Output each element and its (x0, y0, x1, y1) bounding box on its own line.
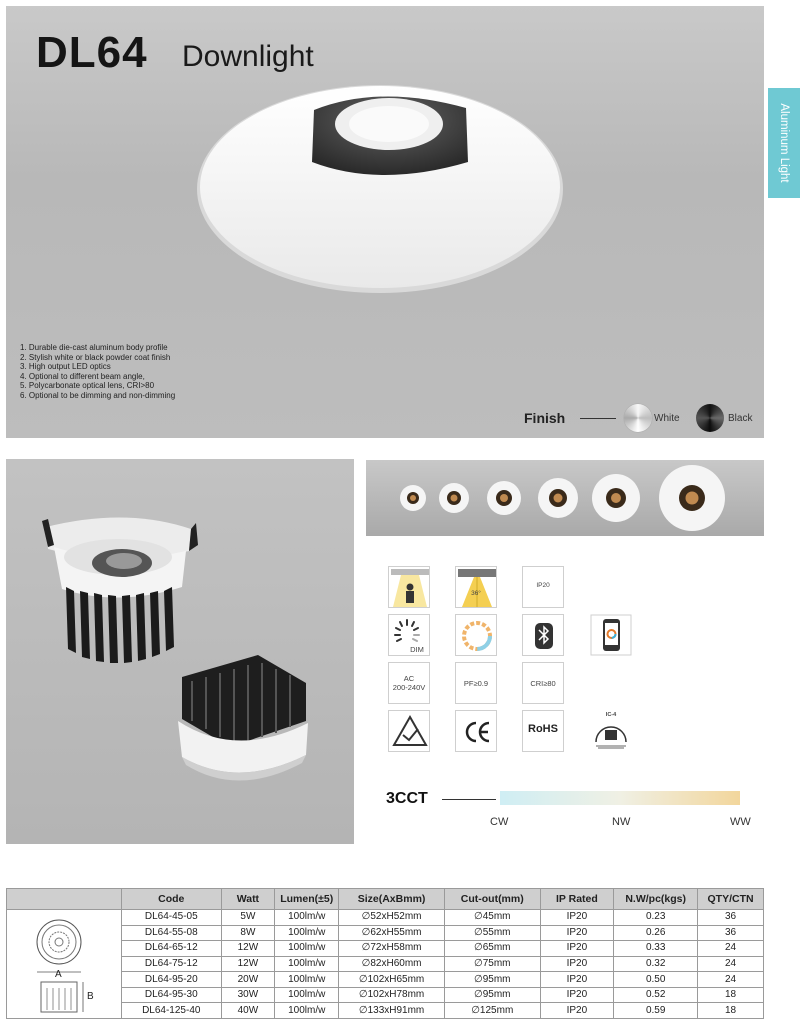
table-cell: ∅102xH78mm (339, 987, 445, 1003)
voltage-text: AC 200-240V (392, 674, 426, 692)
feature-item: 5. Polycarbonate optical lens, CRI>80 (20, 381, 155, 391)
cri-label: CRI≥80 (530, 679, 556, 688)
power-factor-icon (455, 662, 497, 704)
table-cell: 5W (221, 910, 275, 926)
table-header: Cut-out(mm) (444, 889, 540, 910)
indoor-application-icon (388, 566, 430, 608)
table-cell: IP20 (540, 925, 614, 941)
table-header: Code (122, 889, 222, 910)
table-cell: 100lm/w (275, 1003, 339, 1019)
table-cell: 12W (221, 941, 275, 957)
table-cell: 0.23 (614, 910, 698, 926)
table-cell: 24 (698, 956, 764, 972)
table-cell: IP20 (540, 1003, 614, 1019)
table-cell: DL64-95-30 (122, 987, 222, 1003)
table-row (7, 910, 764, 926)
table-cell: ∅133xH91mm (339, 1003, 445, 1019)
table-cell: ∅125mm (444, 1003, 540, 1019)
table-cell: ∅75mm (444, 956, 540, 972)
table-cell: 24 (698, 972, 764, 988)
power-factor-label: PF≥0.9 (463, 679, 489, 688)
table-cell: DL64-95-20 (122, 972, 222, 988)
insulation-contact-icon (590, 710, 632, 752)
table-header: Watt (221, 889, 275, 910)
rcm-mark-icon (388, 710, 430, 752)
table-cell: ∅52xH52mm (339, 910, 445, 926)
table-cell: 100lm/w (275, 925, 339, 941)
feature-item: 2. Stylish white or black powder coat finish (20, 352, 171, 362)
beam-angle-icon (455, 566, 497, 608)
smart-app-icon (590, 614, 632, 656)
cct-tick-ww: WW (730, 816, 751, 828)
table-header: IP Rated (540, 889, 614, 910)
category-tab-label: Aluminum Light (778, 103, 790, 183)
table-cell: DL64-65-12 (122, 941, 222, 957)
feature-item: 3. High output LED optics (20, 362, 111, 372)
table-cell: IP20 (540, 972, 614, 988)
insulation-contact-label: IC-4 (605, 712, 617, 718)
ip-rating-label: IP20 (536, 582, 550, 589)
table-cell: ∅95mm (444, 972, 540, 988)
downlight-product-image (6, 459, 354, 844)
dimension-drawing (7, 910, 122, 1019)
size-variants-image (366, 460, 764, 536)
size-variants-panel (366, 460, 764, 536)
table-cell: ∅95mm (444, 987, 540, 1003)
white-finish-label: White (654, 413, 680, 424)
table-cell: 100lm/w (275, 910, 339, 926)
table-cell: ∅55mm (444, 925, 540, 941)
table-cell: 100lm/w (275, 956, 339, 972)
table-header: Lumen(±5) (275, 889, 339, 910)
black-finish-swatch (696, 404, 724, 432)
feature-item: 4. Optional to different beam angle, (20, 371, 145, 381)
table-cell: 0.32 (614, 956, 698, 972)
table-cell: IP20 (540, 910, 614, 926)
table-cell: DL64-45-05 (122, 910, 222, 926)
cct-tick-nw: NW (612, 816, 631, 828)
table-cell: ∅72xH58mm (339, 941, 445, 957)
rohs-icon (522, 710, 564, 752)
model-title: DL64 (36, 28, 148, 77)
feature-item: 6. Optional to be dimming and non-dimming (20, 390, 176, 400)
dimension-label-a: A (55, 969, 62, 980)
table-cell: 0.59 (614, 1003, 698, 1019)
table-header: Size(AxBmm) (339, 889, 445, 910)
table-header-row (7, 889, 764, 910)
table-cell: ∅82xH60mm (339, 956, 445, 972)
product-subtitle: Downlight (182, 40, 314, 73)
cct-label: 3CCT (386, 790, 428, 807)
table-cell: DL64-55-08 (122, 925, 222, 941)
table-cell: 100lm/w (275, 941, 339, 957)
table-cell: ∅45mm (444, 910, 540, 926)
table-header-drawing (7, 889, 122, 910)
finish-divider (580, 418, 616, 419)
downlight-hero-image (186, 84, 586, 294)
table-cell: 20W (221, 972, 275, 988)
table-header: QTY/CTN (698, 889, 764, 910)
voltage-icon (388, 662, 430, 704)
finish-label: Finish (524, 410, 566, 426)
table-header: N.W/pc(kgs) (614, 889, 698, 910)
table-cell: 24 (698, 941, 764, 957)
ce-mark-icon (455, 710, 497, 752)
table-cell: 100lm/w (275, 987, 339, 1003)
feature-item: 1. Durable die-cast aluminum body profile (20, 343, 168, 352)
table-cell: IP20 (540, 987, 614, 1003)
cct-divider (442, 799, 496, 800)
dimmable-icon (388, 614, 430, 656)
ip-rating-icon (522, 566, 564, 608)
table-cell: ∅62xH55mm (339, 925, 445, 941)
table-cell: IP20 (540, 941, 614, 957)
table-cell: 100lm/w (275, 972, 339, 988)
cri-icon (522, 662, 564, 704)
table-cell: 36 (698, 910, 764, 926)
table-cell: DL64-75-12 (122, 956, 222, 972)
cct-gradient-bar (500, 791, 740, 805)
table-cell: 0.50 (614, 972, 698, 988)
dimmable-label: DIM (410, 645, 424, 654)
table-cell: DL64-125-40 (122, 1003, 222, 1019)
category-tab (768, 88, 800, 198)
beam-angle-label: 36° (471, 590, 481, 597)
color-temperature-icon (455, 614, 497, 656)
table-cell: 12W (221, 956, 275, 972)
rohs-label: RoHS (528, 723, 558, 735)
table-cell: 8W (221, 925, 275, 941)
table-cell: 36 (698, 925, 764, 941)
table-cell: 0.52 (614, 987, 698, 1003)
table-cell: ∅102xH65mm (339, 972, 445, 988)
cct-tick-cw: CW (490, 816, 509, 828)
table-cell: 18 (698, 987, 764, 1003)
table-cell: 18 (698, 1003, 764, 1019)
hero-banner (6, 6, 764, 438)
table-cell: ∅65mm (444, 941, 540, 957)
product-photo (6, 459, 354, 844)
table-cell: 0.33 (614, 941, 698, 957)
table-cell: 30W (221, 987, 275, 1003)
feature-list (20, 343, 175, 401)
bluetooth-icon (522, 614, 564, 656)
table-cell: 0.26 (614, 925, 698, 941)
table-cell: IP20 (540, 956, 614, 972)
spec-table (6, 888, 764, 1019)
table-cell: 40W (221, 1003, 275, 1019)
white-finish-swatch (624, 404, 652, 432)
black-finish-label: Black (728, 413, 753, 424)
voltage-label (389, 674, 429, 692)
dimension-label-b: B (87, 991, 94, 1002)
